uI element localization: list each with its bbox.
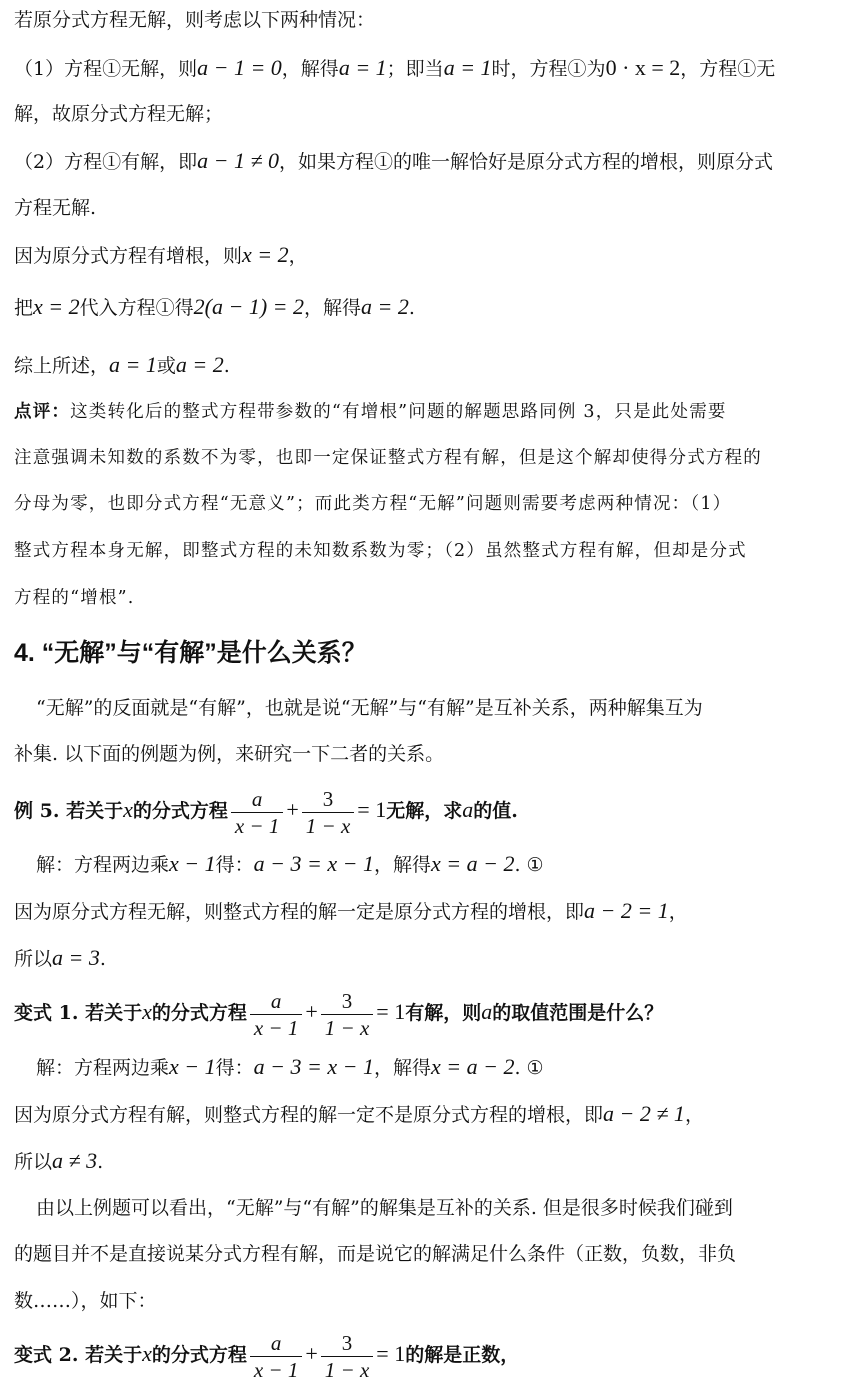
math-expr: x = a − 2 — [430, 1054, 515, 1079]
paragraph-text: . — [99, 948, 106, 970]
paragraph-text: 数……），如下： — [14, 1290, 157, 1312]
paragraph-text: 解，故原分式方程无解； — [14, 103, 224, 125]
example-5-statement — [14, 782, 518, 839]
paragraph-text: 解：方程两边乘 — [36, 1057, 170, 1079]
paragraph-text: 的取值范围是什么？ — [492, 1002, 664, 1024]
fraction-denominator: x − 1 — [234, 813, 280, 838]
paragraph-text: ，解得 — [281, 58, 339, 80]
heading-text: 4. “无解”与“有解”是什么关系？ — [14, 639, 367, 667]
comment-label: 点评： — [14, 402, 71, 422]
math-expr: a = 2 — [361, 294, 409, 319]
fraction-numerator: 3 — [321, 990, 374, 1015]
math-expr: + — [305, 999, 318, 1024]
fraction-numerator: 3 — [321, 1332, 374, 1357]
paragraph-text: 因为原分式方程有增根，则 — [14, 245, 243, 267]
math-expr: + — [286, 797, 299, 822]
text-line — [14, 1289, 157, 1313]
solution-line — [14, 899, 688, 924]
paragraph-text: 综上所述， — [14, 355, 110, 377]
math-expr: x = a − 2 — [430, 851, 515, 876]
paragraph-text: 的分式方程 — [151, 1002, 247, 1024]
fraction-denominator: x − 1 — [253, 1015, 299, 1040]
paragraph-text: ，解得 — [373, 854, 431, 876]
math-expr: a − 2 ≠ 1 — [603, 1101, 685, 1126]
fraction — [231, 788, 284, 837]
fraction-numerator: a — [250, 1332, 303, 1357]
paragraph-text: . ① — [514, 1057, 544, 1079]
solution-line — [14, 946, 106, 971]
math-expr: a − 1 = 0 — [197, 55, 282, 80]
math-expr: a — [462, 797, 474, 822]
text-line — [14, 295, 415, 320]
paragraph-text: . — [97, 1151, 104, 1173]
text-line — [36, 696, 703, 720]
paragraph-text: 的分式方程 — [151, 1344, 247, 1366]
paragraph-text: 所以 — [14, 948, 53, 970]
paragraph-text: 无解，求 — [386, 800, 463, 822]
math-expr: x − 1 — [169, 851, 216, 876]
paragraph-text: 方程无解. — [14, 197, 97, 219]
math-expr: x = 2 — [33, 294, 80, 319]
paragraph-text: 变式 1. 若关于 — [14, 1002, 143, 1024]
math-expr: + — [305, 1341, 318, 1366]
paragraph-text: 代入方程①得 — [79, 297, 194, 319]
text-line — [14, 243, 308, 268]
fraction-numerator: a — [250, 990, 303, 1015]
fraction-numerator: 3 — [302, 788, 355, 813]
section-heading — [14, 638, 367, 668]
paragraph-text: （1）方程①无解，则 — [14, 58, 198, 80]
math-expr: a − 3 = x − 1 — [253, 1054, 374, 1079]
paragraph-text: 时，方程①为 — [491, 58, 606, 80]
paragraph-text: 注意强调未知数的系数不为零，也即一定保证整式方程有解，但是这个解却使得分式方程的 — [14, 448, 762, 468]
paragraph-text: 得： — [215, 1057, 254, 1079]
paragraph-text: 整式方程本身无解，即整式方程的未知数系数为零；（2）虽然整式方程有解，但却是分式 — [14, 541, 747, 561]
paragraph-text: . — [223, 355, 230, 377]
fraction-denominator: 1 − x — [324, 1015, 370, 1040]
paragraph-text: ；即当 — [386, 58, 444, 80]
math-expr: x — [142, 999, 152, 1024]
paragraph-text: 的题目并不是直接说某分式方程有解，而是说它的解满足什么条件（正数，负数，非负 — [14, 1243, 737, 1265]
math-expr: = 1 — [376, 1341, 406, 1366]
math-expr: a = 1 — [443, 55, 492, 80]
paragraph-text: 的分式方程 — [132, 800, 228, 822]
text-line — [14, 8, 375, 32]
math-expr: a − 3 = x − 1 — [253, 851, 374, 876]
fraction-denominator: 1 − x — [324, 1357, 370, 1382]
paragraph-text: 或 — [156, 355, 176, 377]
paragraph-text: 解：方程两边乘 — [36, 854, 170, 876]
paragraph-text: ，如果方程①的唯一解恰好是原分式方程的增根，则原分式 — [279, 151, 774, 173]
solution-line — [14, 1149, 103, 1174]
math-expr: a − 2 = 1 — [584, 898, 669, 923]
math-expr: a ≠ 3 — [52, 1148, 98, 1173]
math-expr: 0 · x = 2 — [605, 55, 681, 80]
text-line — [14, 1242, 736, 1266]
paragraph-text: . ① — [514, 854, 544, 876]
paragraph-text: 因为原分式方程无解，则整式方程的解一定是原分式方程的增根，即 — [14, 901, 585, 923]
math-expr: = 1 — [376, 999, 406, 1024]
solution-line — [14, 1102, 704, 1127]
paragraph-text: 若原分式方程无解，则考虑以下两种情况： — [14, 9, 376, 31]
paragraph-text: （2）方程①有解，即 — [14, 151, 198, 173]
math-expr: a = 1 — [338, 55, 387, 80]
comment-line — [14, 492, 731, 516]
math-expr: x — [123, 797, 133, 822]
solution-line — [36, 1055, 544, 1080]
paragraph-text: 因为原分式方程有解，则整式方程的解一定不是原分式方程的增根，即 — [14, 1104, 604, 1126]
paragraph-text: ， — [684, 1104, 704, 1126]
paragraph-text: 的解是正数， — [405, 1344, 520, 1366]
math-expr: a = 3 — [52, 945, 100, 970]
paragraph-text: 例 5. 若关于 — [14, 800, 124, 822]
paragraph-text: 变式 2. 若关于 — [14, 1344, 143, 1366]
fraction-denominator: x − 1 — [253, 1357, 299, 1382]
paragraph-text: ，解得 — [304, 297, 362, 319]
math-expr: = 1 — [357, 797, 387, 822]
text-line — [36, 1196, 733, 1220]
text-line — [14, 102, 223, 126]
case-2-line — [14, 149, 773, 174]
math-expr: a = 2 — [175, 352, 224, 377]
paragraph-text: ，方程①无 — [680, 58, 776, 80]
paragraph-text: . — [408, 297, 415, 319]
math-expr: x = 2 — [242, 242, 289, 267]
paragraph-text: “无解”的反面就是“有解”，也就是说“无解”与“有解”是互补关系，两种解集互为 — [36, 697, 703, 719]
math-expr: a — [481, 999, 493, 1024]
fraction — [321, 990, 374, 1039]
text-line — [14, 742, 444, 766]
paragraph-text: 补集. 以下面的例题为例，来研究一下二者的关系。 — [14, 743, 445, 765]
paragraph-text: 有解，则 — [405, 1002, 482, 1024]
paragraph-text: 方程的“增根”. — [14, 588, 135, 608]
paragraph-text: 由以上例题可以看出，“无解”与“有解”的解集是互补的关系. 但是很多时候我们碰到 — [36, 1197, 733, 1219]
fraction — [250, 990, 303, 1039]
fraction — [302, 788, 355, 837]
paragraph-text: ，解得 — [373, 1057, 431, 1079]
comment-line — [14, 586, 135, 610]
case-1-line — [14, 56, 775, 81]
variant-1-statement — [14, 984, 663, 1041]
fraction — [250, 1332, 303, 1381]
fraction-numerator: a — [231, 788, 284, 813]
comment-line — [14, 400, 727, 424]
paragraph-text: 分母为零，也即分式方程“无意义”；而此类方程“无解”问题则需要考虑两种情况：（1） — [14, 494, 732, 514]
paragraph-text: 把 — [14, 297, 34, 319]
text-line — [14, 196, 96, 220]
paragraph-text: 的值. — [473, 800, 518, 822]
paragraph-text: ， — [288, 245, 308, 267]
math-expr: x − 1 — [169, 1054, 216, 1079]
math-expr: x — [142, 1341, 152, 1366]
paragraph-text: 得： — [215, 854, 254, 876]
comment-line — [14, 446, 762, 470]
solution-line — [36, 852, 544, 877]
paragraph-text: 所以 — [14, 1151, 53, 1173]
paragraph-text: 这类转化后的整式方程带参数的“有增根”问题的解题思路同例 3，只是此处需要 — [70, 402, 727, 422]
math-expr: a − 1 ≠ 0 — [197, 148, 280, 173]
math-expr: 2(a − 1) = 2 — [193, 294, 304, 319]
comment-line — [14, 539, 747, 563]
text-line — [14, 353, 230, 378]
paragraph-text: ， — [668, 901, 688, 923]
fraction — [321, 1332, 374, 1381]
variant-2-statement — [14, 1326, 519, 1383]
fraction-denominator: 1 − x — [305, 813, 351, 838]
math-expr: a = 1 — [109, 352, 157, 377]
